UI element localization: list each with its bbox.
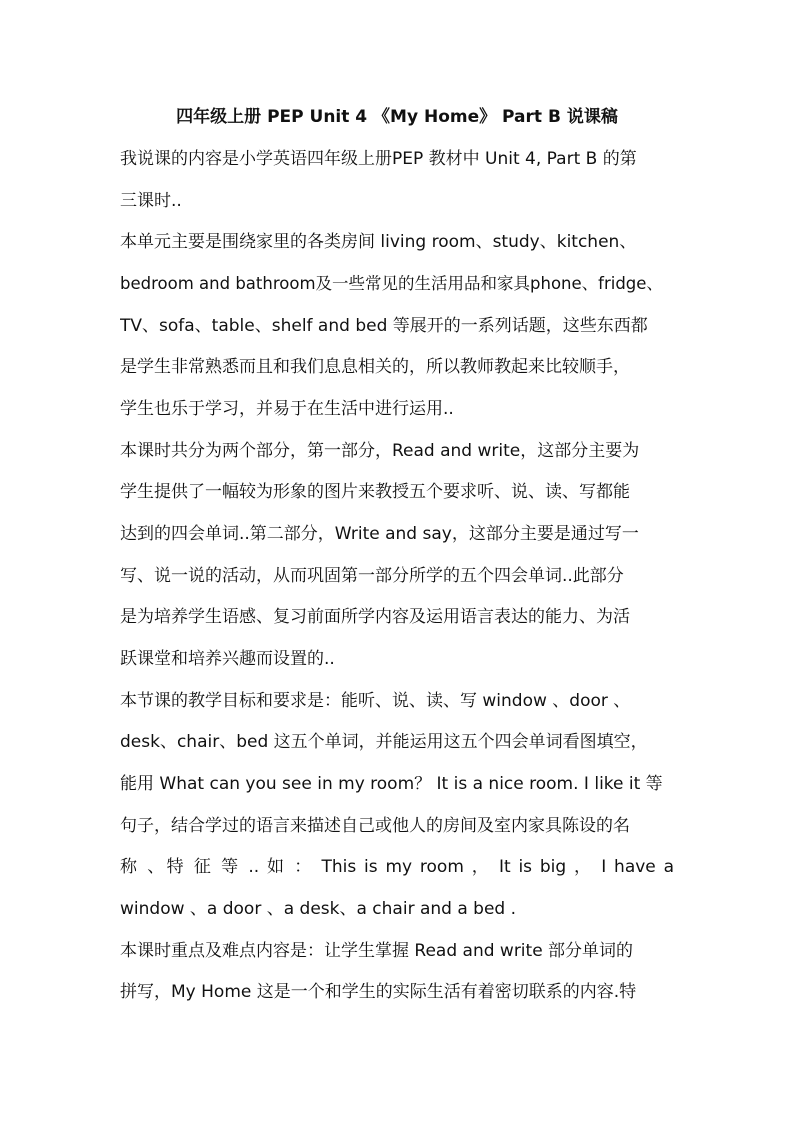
text-line: 学生也乐于学习，并易于在生活中进行运用.. [120,399,454,419]
text-line: 本课时共分为两个部分，第一部分，Read and write，这部分主要为 [120,441,640,461]
text-line: 学生提供了一幅较为形象的图片来教授五个要求听、说、读、写都能 [120,482,630,502]
text-line: 是为培养学生语感、复习前面所学内容及运用语言表达的能力、为活 [120,607,630,627]
text-line: 拼写，My Home 这是一个和学生的实际生活有着密切联系的内容.特 [120,982,637,1002]
text-line: 本节课的教学目标和要求是：能听、说、读、写 window 、door 、 [120,691,631,711]
text-line: window 、a door 、a desk、a chair and a bed . [120,899,517,919]
text-line: bedroom and bathroom及一些常见的生活用品和家具phone、fridge、 [120,274,663,293]
text-line: 我说课的内容是小学英语四年级上册PEP 教材中 Unit 4, Part B 的第 [120,149,637,169]
text-line: 三课时.. [120,191,182,211]
text-line: desk、chair、bed 这五个单词，并能运用这五个四会单词看图填空， [120,732,648,752]
text-line: 本单元主要是围绕家里的各类房间 living room、study、kitchen、 [120,232,637,252]
text-line: 是学生非常熟悉而且和我们息息相关的，所以教师教起来比较顺手， [120,357,630,377]
text-line: 写、说一说的活动，从而巩固第一部分所学的五个四会单词..此部分 [120,566,624,586]
text-line: 称 、特 征 等 .. 如 ： This is my room ， It is big ， I have a [120,857,674,877]
text-line: 跃课堂和培养兴趣而设置的.. [120,649,335,669]
text-line: 达到的四会单词..第二部分，Write and say，这部分主要是通过写一 [120,524,639,544]
text-line: 能用 What can you see in my room？ It is a nice room. I like it 等 [120,774,663,794]
text-line: 句子，结合学过的语言来描述自己或他人的房间及室内家具陈设的名 [120,816,630,836]
document-title: 四年级上册 PEP Unit 4 《My Home》 Part B 说课稿 [176,107,618,127]
text-line: TV、sofa、table、shelf and bed 等展开的一系列话题，这些东西都 [120,316,648,336]
text-line: 本课时重点及难点内容是：让学生掌握 Read and write 部分单词的 [120,941,634,961]
